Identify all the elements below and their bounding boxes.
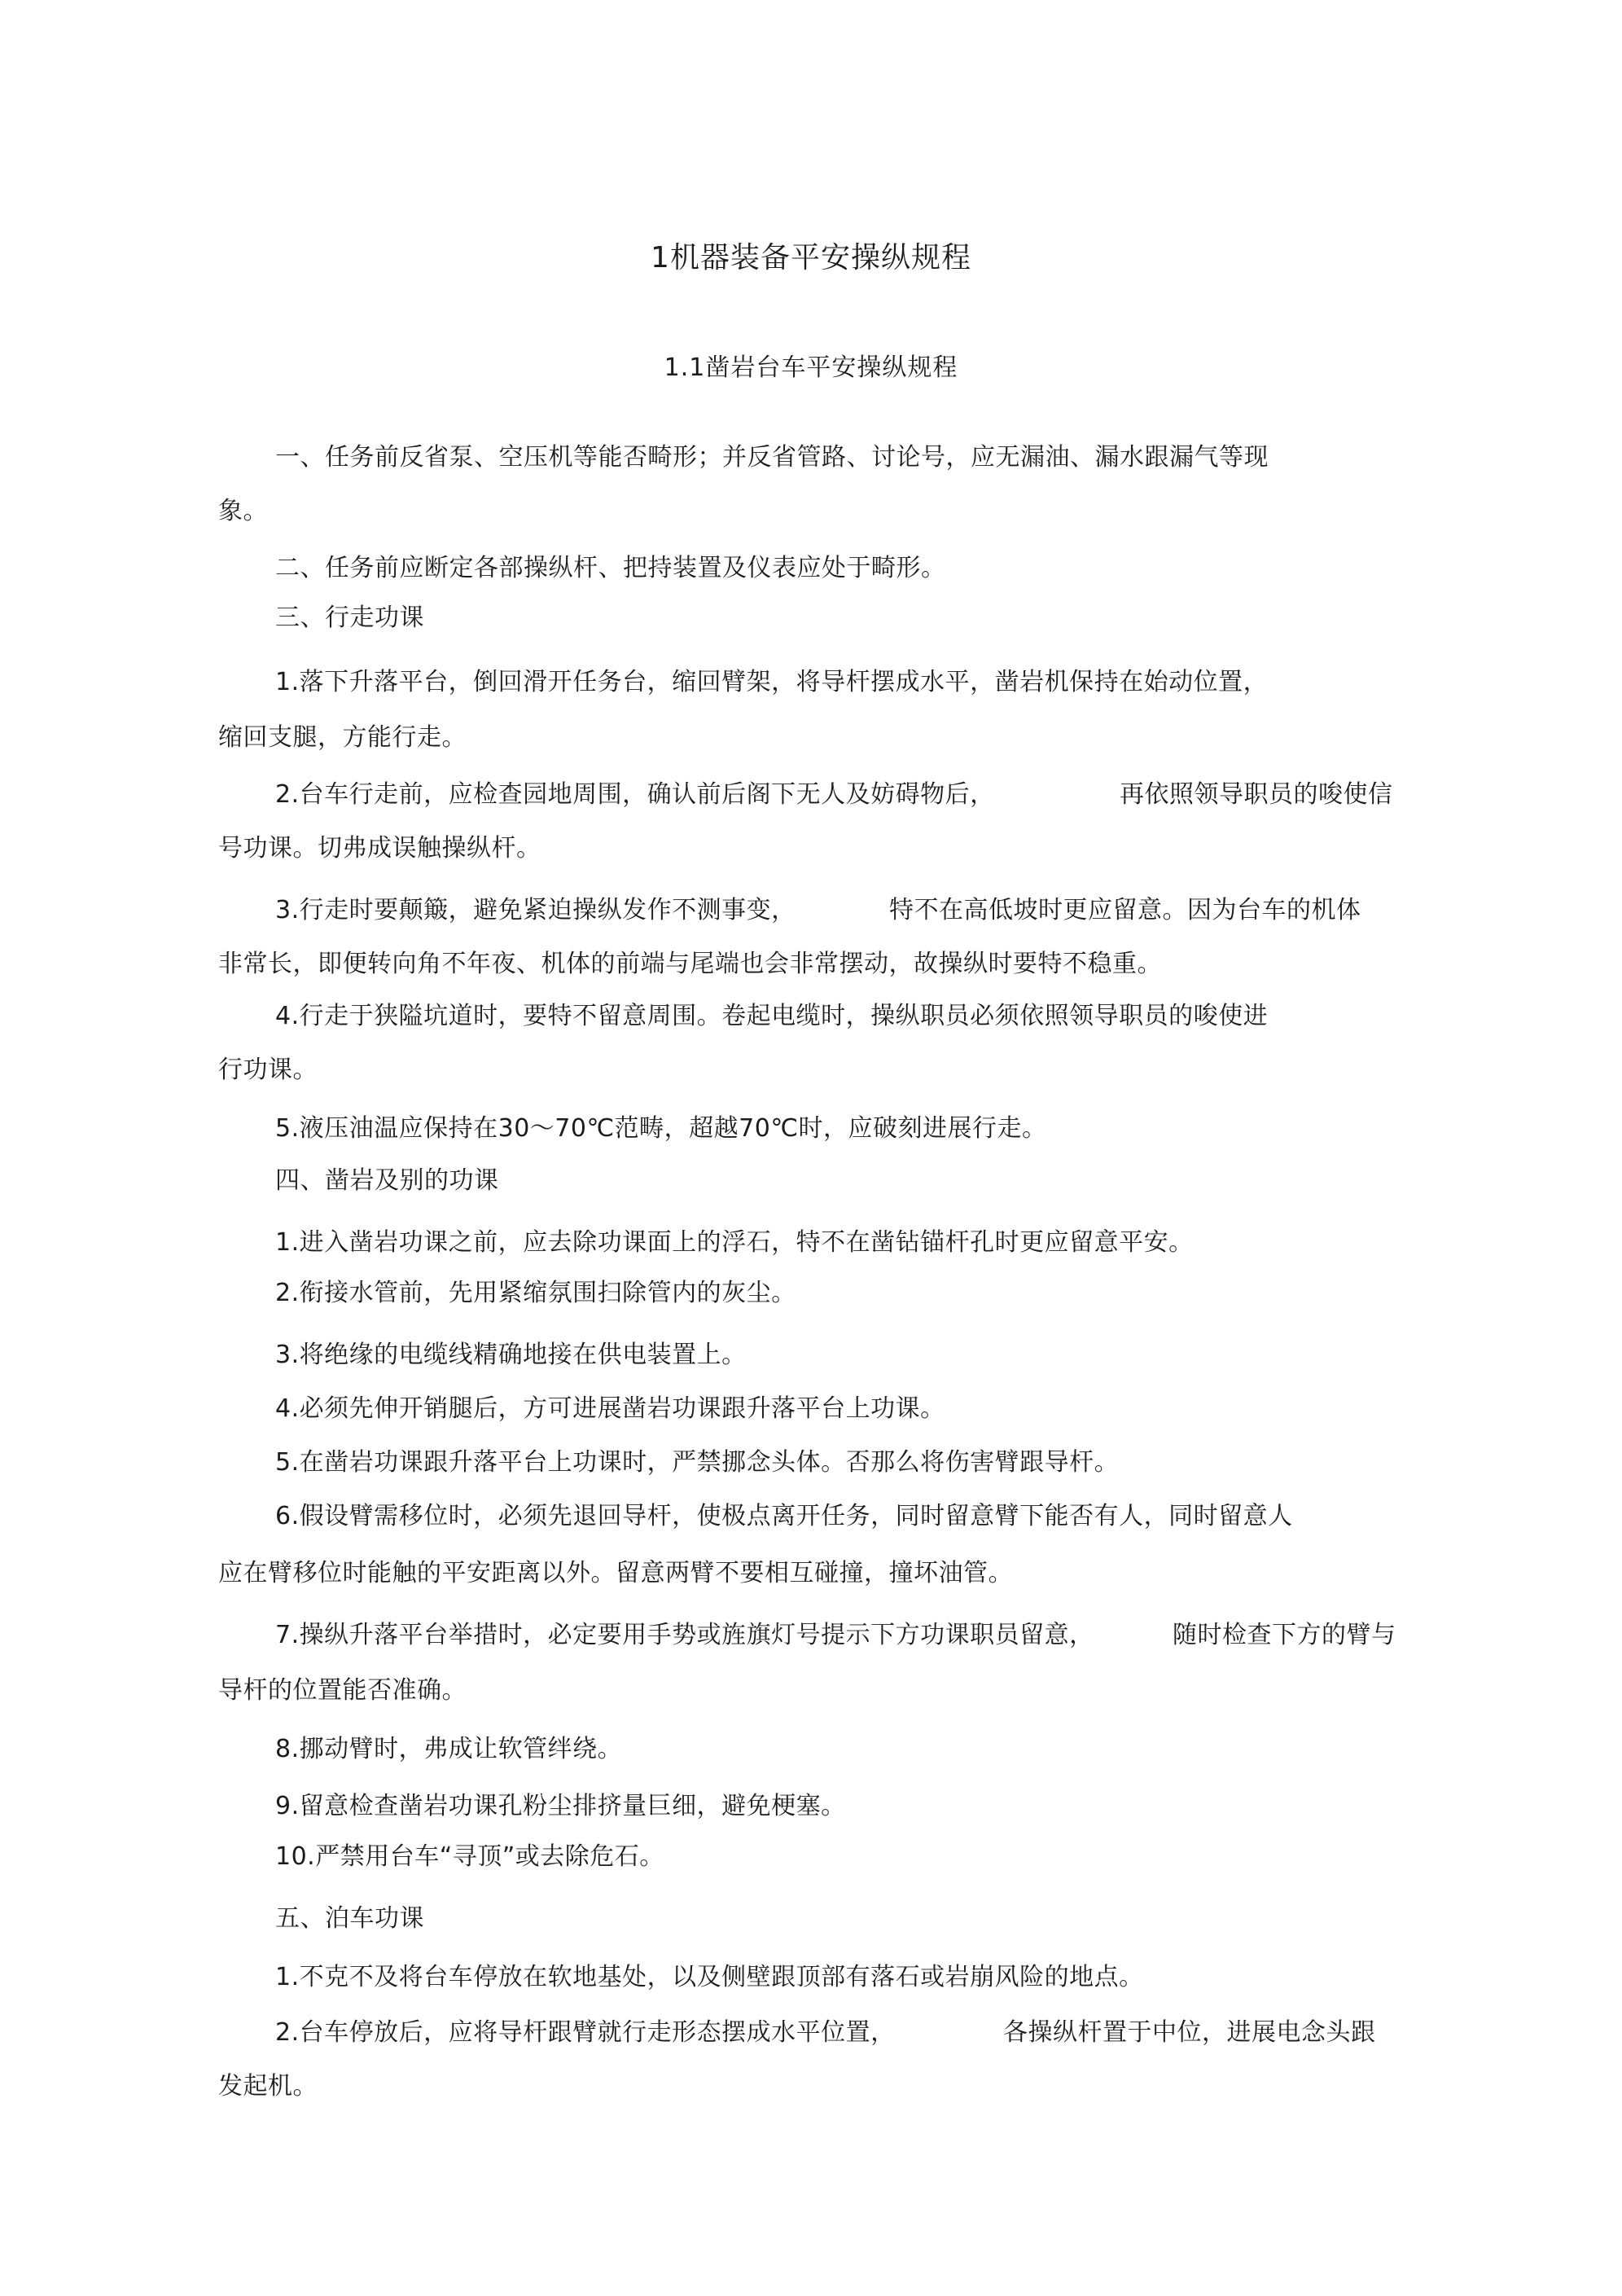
- paragraph-line: 应在臂移位时能触的平安距离以外。留意两臂不要相互碰撞，撞坏油管。: [218, 1559, 1013, 1587]
- paragraph-line: 1.落下升落平台，倒回滑开任务台，缩回臂架，将导杆摆成水平，凿岩机保持在始动位置，: [275, 668, 1269, 696]
- paragraph-line: 行功课。: [218, 1056, 318, 1084]
- paragraph-line: 2.衔接水管前，先用紧缩氛围扫除管内的灰尘。: [275, 1279, 796, 1307]
- paragraph-line: 4.必须先伸开销腿后，方可进展凿岩功课跟升落平台上功课。: [275, 1394, 945, 1423]
- paragraph-line: 7.操纵升落平台举措时，必定要用手势或旌旗灯号提示下方功课职员留意，: [275, 1621, 1094, 1649]
- paragraph-line: 5.在凿岩功课跟升落平台上功课时，严禁挪念头体。否那么将伤害臂跟导杆。: [275, 1448, 1120, 1477]
- paragraph-line-tail: 随时检查下方的臂与: [1173, 1621, 1396, 1649]
- paragraph-line-tail: 特不在高低坡时更应留意。因为台车的机体: [889, 896, 1361, 924]
- paragraph-line: 1.不克不及将台车停放在软地基处，以及侧壁跟顶部有落石或岩崩风险的地点。: [275, 1963, 1144, 1991]
- paragraph-line: 非常长，即便转向角不年夜、机体的前端与尾端也会非常摆动，故操纵时要特不稳重。: [218, 950, 1162, 978]
- document-subtitle: 1.1凿岩台车平安操纵规程: [664, 353, 958, 382]
- paragraph-line: 3.行走时要颠簸，避免紧迫操纵发作不测事变，: [275, 896, 796, 924]
- paragraph-line: 9.留意检查凿岩功课孔粉尘排挤量巨细，避免梗塞。: [275, 1792, 846, 1820]
- paragraph-line: 2.台车停放后，应将导杆跟臂就行走形态摆成水平位置，: [275, 2018, 896, 2047]
- paragraph-line: 1.进入凿岩功课之前，应去除功课面上的浮石，特不在凿钻锚杆孔时更应留意平安。: [275, 1228, 1194, 1257]
- paragraph-line: 4.行走于狭隘坑道时，要特不留意周围。卷起电缆时，操纵职员必须依照领导职员的唆使进: [275, 1002, 1269, 1030]
- document-title: 1机器装备平安操纵规程: [651, 241, 971, 274]
- paragraph-line-tail: 各操纵杆置于中位，进展电念头跟: [1003, 2018, 1376, 2047]
- paragraph-line: 号功课。切弗成误触操纵杆。: [218, 834, 541, 863]
- paragraph-line: 缩回支腿，方能行走。: [218, 723, 467, 752]
- paragraph-line: 8.挪动臂时，弗成让软管绊绕。: [275, 1735, 623, 1763]
- paragraph-line: 导杆的位置能否准确。: [218, 1676, 467, 1705]
- paragraph-line: 二、任务前应断定各部操纵杆、把持装置及仪表应处于畸形。: [275, 554, 946, 582]
- section-heading: 五、泊车功课: [275, 1904, 424, 1933]
- section-heading: 三、行走功课: [275, 604, 424, 632]
- paragraph-line: 象。: [218, 497, 268, 525]
- paragraph-line-tail: 再依照领导职员的唆使信: [1120, 780, 1393, 809]
- paragraph-line: 2.台车行走前，应检查园地周围，确认前后阁下无人及妨碍物后，: [275, 780, 995, 809]
- paragraph-line: 10.严禁用台车“寻顶”或去除危石。: [275, 1842, 664, 1871]
- paragraph-line: 3.将绝缘的电缆线精确地接在供电装置上。: [275, 1341, 747, 1369]
- paragraph-line: 发起机。: [218, 2072, 318, 2101]
- section-heading: 四、凿岩及别的功课: [275, 1166, 499, 1195]
- paragraph-line: 5.液压油温应保持在30～70℃范畴，超越70℃时，应破刻进展行走。: [275, 1114, 1047, 1143]
- paragraph-line: 6.假设臂需移位时，必须先退回导杆，使极点离开任务，同时留意臂下能否有人，同时留意人: [275, 1502, 1293, 1530]
- paragraph-line: 一、任务前反省泵、空压机等能否畸形；并反省管路、讨论号，应无漏油、漏水跟漏气等现: [275, 443, 1269, 472]
